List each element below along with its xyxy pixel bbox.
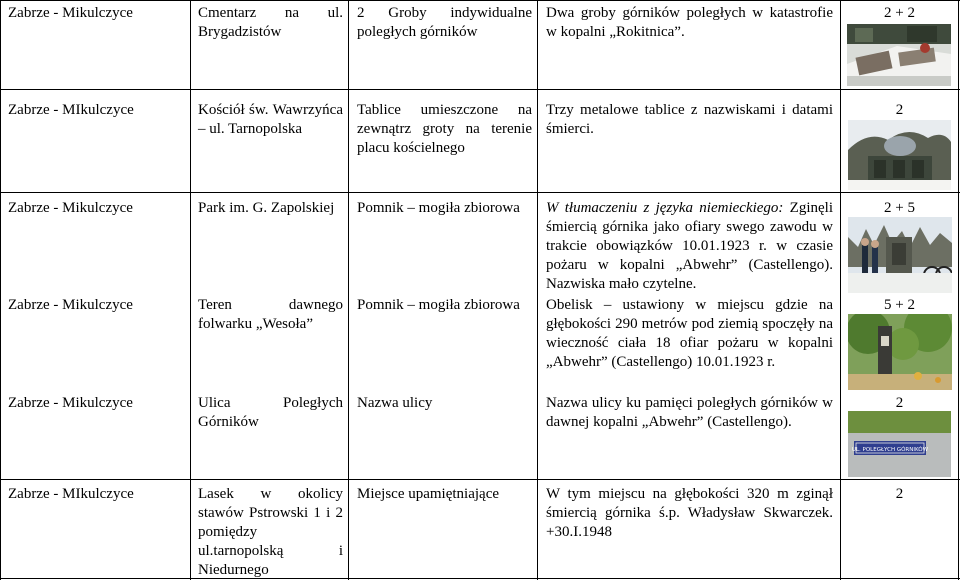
table-row-4-description: Obelisk – ustawiony w miejscu gdzie na głębokości 290 metrów pod ziemią spoczęły na wieczność ciała 18 ofiar pożaru w kopalni „Abwehr” (Castellengo) 10.01.1923 r.	[546, 297, 833, 370]
table-row-6-description: W tym miejscu na głębokości 320 m zginął śmiercią górnika ś.p. Władysław Skwarczek. +30.I.1948	[546, 486, 833, 540]
table-row-1-description: Dwa groby górników poległych w katastrofie w kopalni „Rokitnica”.	[546, 5, 833, 40]
table-row-6-photo-count: 2	[895, 486, 904, 502]
table-row-5-type: Nazwa ulicy	[357, 395, 433, 411]
table-row-1-type: 2 Groby indywidualne poległych górników	[357, 5, 532, 40]
column-border	[537, 0, 538, 580]
table-row-3-photo-count: 2 + 5	[884, 200, 915, 216]
table-row-5-photo-count: 2	[895, 395, 904, 411]
table-row-6-address: Lasek w okolicy stawów Pstrowski 1 i 2 pomiędzy ul.tarnopolską i Niedurnego	[198, 486, 343, 578]
row-border-bottom	[0, 578, 960, 579]
row-border	[0, 479, 960, 480]
table-row-6-location: Zabrze - MIkulczyce	[8, 486, 134, 502]
table-row-5-description: Nazwa ulicy ku pamięci poległych górników w dawnej kopalni „Abwehr” (Castellengo).	[546, 395, 833, 430]
table-row-4-location: Zabrze - Mikulczyce	[8, 297, 133, 313]
column-border-left	[0, 0, 1, 580]
table-row-1-location: Zabrze - Mikulczyce	[8, 5, 133, 21]
table-row-2-photo-count: 2	[895, 102, 904, 118]
table-row-2-description: Trzy metalowe tablice z nazwiskami i datami śmierci.	[546, 102, 833, 137]
table-row-3-type: Pomnik – mogiła zbiorowa	[357, 200, 520, 216]
table-row-3-address: Park im. G. Zapolskiej	[198, 200, 335, 216]
table-row-4-type: Pomnik – mogiła zbiorowa	[357, 297, 520, 313]
table-row-3-photo	[848, 217, 952, 293]
table-row-3-description-translation-note: W tłumaczeniu z języka niemieckiego:	[546, 200, 784, 216]
table-row-2-type: Tablice umieszczone na zewnątrz groty na terenie placu kościelnego	[357, 102, 532, 156]
table-row-1-photo-count: 2 + 2	[884, 5, 915, 21]
table-row-1-photo	[847, 24, 951, 86]
table-row-5-location: Zabrze - Mikulczyce	[8, 395, 133, 411]
table-row-2-photo	[848, 120, 951, 190]
table-row-1-address: Cmentarz na ul. Brygadzistów	[198, 5, 343, 40]
table-row-3-location: Zabrze - Mikulczyce	[8, 200, 133, 216]
table-row-2-location: Zabrze - MIkulczyce	[8, 102, 134, 118]
row-border-top	[0, 0, 960, 1]
table-row-2-address: Kościół św. Wawrzyńca – ul. Tarnopolska	[198, 102, 343, 137]
column-border	[348, 0, 349, 580]
table-row-5-photo	[848, 411, 951, 477]
street-sign-text: UL. POLEGŁYCH GÓRNIKÓW	[851, 447, 929, 453]
table-row-4-photo	[848, 314, 952, 390]
table-row-3-description	[546, 199, 833, 294]
column-border	[190, 0, 191, 580]
row-border	[0, 192, 960, 193]
table-row-6-type: Miejsce upamiętniające	[357, 486, 500, 502]
table-row-3-description-text: Zginęli śmiercią górnika jako ofiary swego zawodu w trakcie obowiązków 10.01.1923 r. w czasie pożaru w kopalni „Abwehr” (Castellengo). Nazwiska mało czytelne.	[546, 200, 833, 292]
table-row-4-address: Teren dawnego folwarku „Wesoła”	[198, 297, 343, 332]
table-row-4-photo-count: 5 + 2	[884, 297, 915, 313]
table-row-5-address: Ulica Poległych Górników	[198, 395, 343, 430]
row-border	[0, 89, 960, 90]
column-border-right	[958, 0, 959, 580]
